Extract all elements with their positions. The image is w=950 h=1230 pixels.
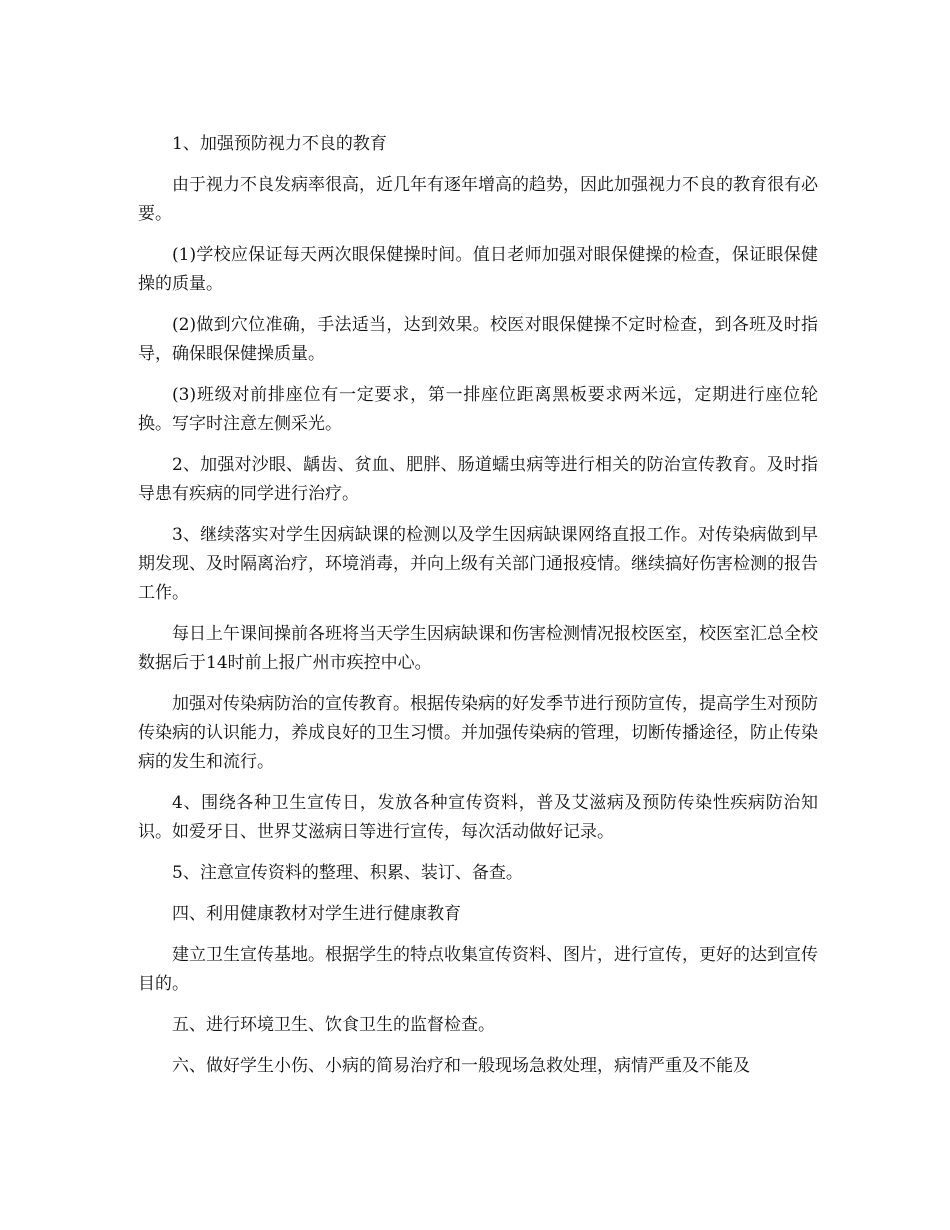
paragraph-8: 每日上午课间操前各班将当天学生因病缺课和伤害检测情况报校医室，校医室汇总全校数据后于14时前上报广州市疾控中心。	[138, 624, 818, 673]
paragraph-13: 建立卫生宣传基地。根据学生的特点收集宣传资料、图片，进行宣传，更好的达到宣传目的。	[138, 945, 818, 994]
paragraph-11: 5、注意宣传资料的整理、积累、装订、备查。	[172, 863, 523, 883]
paragraph-15: 六、做好学生小伤、小病的简易治疗和一般现场急救处理，病情严重及不能及	[172, 1056, 750, 1076]
paragraph-7: 3、继续落实对学生因病缺课的检测以及学生因病缺课网络直报工作。对传染病做到早期发现、及时隔离治疗，环境消毒，并向上级有关部门通报疫情。继续搞好伤害检测的报告工作。	[138, 525, 818, 603]
paragraph-10: 4、围绕各种卫生宣传日，发放各种宣传资料，普及艾滋病及预防传染性疾病防治知识。如爱牙日、世界艾滋病日等进行宣传，每次活动做好记录。	[138, 793, 818, 842]
paragraph-4: (2)做到穴位准确，手法适当，达到效果。校医对眼保健操不定时检查，到各班及时指导，确保眼保健操质量。	[138, 315, 818, 364]
document-body	[138, 130, 818, 1093]
paragraph-5: (3)班级对前排座位有一定要求，第一排座位距离黑板要求两米远，定期进行座位轮换。写字时注意左侧采光。	[138, 385, 818, 434]
paragraph-2: 由于视力不良发病率很高，近几年有逐年增高的趋势，因此加强视力不良的教育很有必要。	[138, 175, 818, 224]
paragraph-3: (1)学校应保证每天两次眼保健操时间。值日老师加强对眼保健操的检查，保证眼保健操的质量。	[138, 245, 818, 294]
paragraph-6: 2、加强对沙眼、龋齿、贫血、肥胖、肠道蠕虫病等进行相关的防治宣传教育。及时指导患有疾病的同学进行治疗。	[138, 455, 818, 504]
paragraph-1: 1、加强预防视力不良的教育	[172, 134, 387, 154]
paragraph-12: 四、利用健康教材对学生进行健康教育	[172, 904, 461, 924]
paragraph-14: 五、进行环境卫生、饮食卫生的监督检查。	[172, 1015, 495, 1035]
paragraph-9: 加强对传染病防治的宣传教育。根据传染病的好发季节进行预防宣传，提高学生对预防传染病的认识能力，养成良好的卫生习惯。并加强传染病的管理，切断传播途径，防止传染病的发生和流行。	[138, 694, 818, 772]
